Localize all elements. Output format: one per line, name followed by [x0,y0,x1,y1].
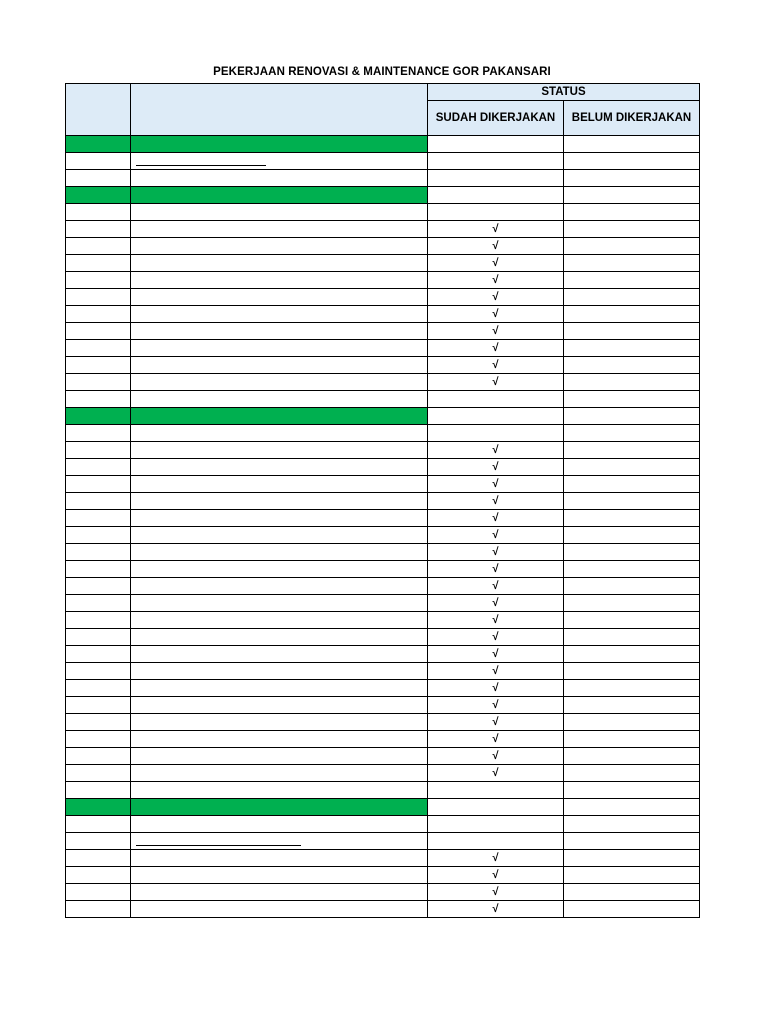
done-status-cell [428,765,564,782]
not-done-status-cell [564,459,700,476]
item-description-cell [131,629,428,646]
done-status-cell [428,323,564,340]
item-number-cell [66,527,131,544]
table-row [66,833,700,850]
table-row [66,272,700,289]
item-description-cell [131,527,428,544]
table-row [66,170,700,187]
check-mark-icon: √ [492,597,499,609]
item-description-cell [131,272,428,289]
not-done-status-cell [564,204,700,221]
section-number-cell [66,799,131,816]
not-done-status-cell [564,833,700,850]
check-mark-icon: √ [492,631,499,643]
item-description-cell [131,612,428,629]
not-done-status-cell [564,510,700,527]
item-description-cell [131,680,428,697]
section-row [66,136,700,153]
done-status-cell [428,255,564,272]
check-mark-icon: √ [492,648,499,660]
done-status-cell [428,680,564,697]
item-description-cell [131,255,428,272]
not-done-status-cell [564,272,700,289]
check-mark-icon: √ [492,750,499,762]
check-mark-icon: √ [492,767,499,779]
item-number-cell [66,714,131,731]
done-status-cell [428,697,564,714]
item-description-cell [131,493,428,510]
item-number-cell [66,510,131,527]
check-mark-icon: √ [492,852,499,864]
not-done-status-cell [564,782,700,799]
not-done-status-cell [564,714,700,731]
item-description-cell [131,884,428,901]
check-mark-icon: √ [492,512,499,524]
done-status-cell [428,357,564,374]
check-mark-icon: √ [492,665,499,677]
item-number-cell [66,850,131,867]
item-number-cell [66,374,131,391]
not-done-status-cell [564,340,700,357]
item-number-cell [66,170,131,187]
status-table [65,83,700,918]
item-number-cell [66,357,131,374]
item-description-cell [131,646,428,663]
done-status-cell [428,204,564,221]
not-done-status-cell [564,374,700,391]
item-description-cell [131,850,428,867]
not-done-status-cell [564,289,700,306]
item-number-cell [66,459,131,476]
underline-mark [136,845,301,846]
check-mark-icon: √ [492,682,499,694]
item-description-cell [131,238,428,255]
item-number-cell [66,425,131,442]
section-row [66,408,700,425]
table-row [66,323,700,340]
table-row [66,578,700,595]
done-status-cell [428,510,564,527]
item-number-cell [66,765,131,782]
item-number-cell [66,204,131,221]
item-description-cell [131,391,428,408]
check-mark-icon: √ [492,563,499,575]
item-number-cell [66,782,131,799]
not-done-status-cell [564,816,700,833]
table-row [66,459,700,476]
check-mark-icon: √ [492,529,499,541]
not-done-status-cell [564,646,700,663]
table-row [66,595,700,612]
done-status-cell [428,629,564,646]
item-number-cell [66,442,131,459]
not-done-status-cell [564,391,700,408]
check-mark-icon: √ [492,580,499,592]
not-done-status-cell [564,901,700,918]
item-description-cell [131,170,428,187]
check-mark-icon: √ [492,733,499,745]
item-description-cell [131,595,428,612]
done-status-cell [428,799,564,816]
done-status-cell [428,901,564,918]
item-number-cell [66,340,131,357]
check-mark-icon: √ [492,325,499,337]
item-number-cell [66,153,131,170]
not-done-status-cell [564,187,700,204]
done-status-cell [428,408,564,425]
table-row [66,204,700,221]
table-row [66,714,700,731]
check-mark-icon: √ [492,291,499,303]
table-row [66,510,700,527]
not-done-status-cell [564,221,700,238]
done-status-cell [428,187,564,204]
table-row [66,680,700,697]
table-row [66,357,700,374]
item-description-cell [131,697,428,714]
done-status-cell [428,544,564,561]
item-number-cell [66,867,131,884]
item-number-cell [66,391,131,408]
done-status-cell [428,595,564,612]
item-description-cell [131,357,428,374]
item-number-cell [66,221,131,238]
item-description-cell [131,663,428,680]
item-number-cell [66,884,131,901]
table-row [66,442,700,459]
item-description-cell [131,153,428,170]
table-row [66,629,700,646]
done-status-cell [428,748,564,765]
not-done-status-cell [564,544,700,561]
table-row [66,374,700,391]
not-done-status-cell [564,663,700,680]
table-row [66,493,700,510]
item-description-cell [131,204,428,221]
not-done-status-cell [564,680,700,697]
not-done-status-cell [564,527,700,544]
check-mark-icon: √ [492,376,499,388]
check-mark-icon: √ [492,546,499,558]
table-row [66,391,700,408]
table-row [66,289,700,306]
table-row [66,544,700,561]
check-mark-icon: √ [492,342,499,354]
done-status-cell [428,289,564,306]
not-done-status-cell [564,238,700,255]
done-status-cell [428,170,564,187]
section-title-cell [131,136,428,153]
check-mark-icon: √ [492,716,499,728]
check-mark-icon: √ [492,699,499,711]
not-done-status-cell [564,561,700,578]
not-done-status-cell [564,884,700,901]
item-number-cell [66,901,131,918]
item-number-cell [66,289,131,306]
done-status-cell [428,833,564,850]
item-description-cell [131,748,428,765]
check-mark-icon: √ [492,240,499,252]
table-body [66,136,700,918]
done-status-cell [428,272,564,289]
table-row [66,884,700,901]
not-done-status-cell [564,748,700,765]
item-number-cell [66,323,131,340]
not-done-status-cell [564,867,700,884]
item-number-cell [66,476,131,493]
table-row [66,306,700,323]
section-title-cell [131,408,428,425]
item-description-cell [131,340,428,357]
not-done-status-cell [564,408,700,425]
item-number-cell [66,272,131,289]
header-not-done: BELUM DIKERJAKAN [564,101,700,136]
done-status-cell [428,374,564,391]
check-mark-icon: √ [492,903,499,915]
header-no-cell [66,84,131,136]
done-status-cell [428,782,564,799]
done-status-cell [428,476,564,493]
item-number-cell [66,833,131,850]
not-done-status-cell [564,476,700,493]
table-row [66,782,700,799]
header-done: SUDAH DIKERJAKAN [428,101,564,136]
table-row [66,476,700,493]
done-status-cell [428,867,564,884]
item-number-cell [66,731,131,748]
done-status-cell [428,527,564,544]
table-row [66,561,700,578]
not-done-status-cell [564,442,700,459]
item-number-cell [66,748,131,765]
not-done-status-cell [564,357,700,374]
item-description-cell [131,578,428,595]
section-row [66,187,700,204]
item-description-cell [131,323,428,340]
not-done-status-cell [564,697,700,714]
item-description-cell [131,510,428,527]
item-number-cell [66,816,131,833]
done-status-cell [428,561,564,578]
done-status-cell [428,646,564,663]
done-status-cell [428,221,564,238]
check-mark-icon: √ [492,461,499,473]
table-row [66,340,700,357]
done-status-cell [428,425,564,442]
item-number-cell [66,255,131,272]
table-row [66,697,700,714]
not-done-status-cell [564,255,700,272]
table-row [66,612,700,629]
item-description-cell [131,425,428,442]
check-mark-icon: √ [492,274,499,286]
section-title-cell [131,187,428,204]
not-done-status-cell [564,731,700,748]
item-number-cell [66,544,131,561]
item-description-cell [131,765,428,782]
table-row [66,901,700,918]
check-mark-icon: √ [492,223,499,235]
item-description-cell [131,816,428,833]
item-number-cell [66,663,131,680]
item-description-cell [131,459,428,476]
item-number-cell [66,238,131,255]
table-row [66,221,700,238]
item-description-cell [131,731,428,748]
table-row [66,731,700,748]
item-description-cell [131,476,428,493]
item-description-cell [131,714,428,731]
table-row [66,425,700,442]
item-description-cell [131,289,428,306]
item-number-cell [66,561,131,578]
item-description-cell [131,867,428,884]
done-status-cell [428,884,564,901]
not-done-status-cell [564,595,700,612]
item-description-cell [131,544,428,561]
done-status-cell [428,340,564,357]
check-mark-icon: √ [492,869,499,881]
item-description-cell [131,782,428,799]
item-number-cell [66,697,131,714]
check-mark-icon: √ [492,359,499,371]
item-number-cell [66,646,131,663]
done-status-cell [428,612,564,629]
done-status-cell [428,136,564,153]
item-number-cell [66,493,131,510]
table-row [66,748,700,765]
header-status: STATUS [428,84,700,101]
table-row [66,816,700,833]
underline-mark [136,165,266,166]
not-done-status-cell [564,612,700,629]
section-row [66,799,700,816]
section-title-cell [131,799,428,816]
not-done-status-cell [564,493,700,510]
item-number-cell [66,629,131,646]
done-status-cell [428,714,564,731]
item-number-cell [66,612,131,629]
header-description-cell [131,84,428,136]
not-done-status-cell [564,170,700,187]
done-status-cell [428,442,564,459]
table-row [66,867,700,884]
item-description-cell [131,374,428,391]
check-mark-icon: √ [492,495,499,507]
item-description-cell [131,901,428,918]
done-status-cell [428,391,564,408]
not-done-status-cell [564,323,700,340]
check-mark-icon: √ [492,478,499,490]
item-description-cell [131,306,428,323]
table-row [66,238,700,255]
page-title: PEKERJAAN RENOVASI & MAINTENANCE GOR PAKANSARI [213,66,551,78]
item-number-cell [66,306,131,323]
item-number-cell [66,595,131,612]
item-number-cell [66,680,131,697]
done-status-cell [428,238,564,255]
item-description-cell [131,833,428,850]
table-row [66,255,700,272]
done-status-cell [428,578,564,595]
table-row [66,663,700,680]
table-row [66,527,700,544]
done-status-cell [428,816,564,833]
check-mark-icon: √ [492,614,499,626]
not-done-status-cell [564,136,700,153]
check-mark-icon: √ [492,444,499,456]
not-done-status-cell [564,578,700,595]
table-row [66,646,700,663]
not-done-status-cell [564,765,700,782]
check-mark-icon: √ [492,886,499,898]
done-status-cell [428,731,564,748]
item-description-cell [131,561,428,578]
done-status-cell [428,153,564,170]
table-row [66,850,700,867]
not-done-status-cell [564,306,700,323]
check-mark-icon: √ [492,257,499,269]
item-description-cell [131,221,428,238]
done-status-cell [428,663,564,680]
section-number-cell [66,408,131,425]
section-number-cell [66,187,131,204]
done-status-cell [428,850,564,867]
check-mark-icon: √ [492,308,499,320]
not-done-status-cell [564,799,700,816]
not-done-status-cell [564,850,700,867]
item-number-cell [66,578,131,595]
not-done-status-cell [564,425,700,442]
table-row [66,153,700,170]
section-number-cell [66,136,131,153]
item-description-cell [131,442,428,459]
not-done-status-cell [564,153,700,170]
table-row [66,765,700,782]
done-status-cell [428,306,564,323]
not-done-status-cell [564,629,700,646]
done-status-cell [428,493,564,510]
done-status-cell [428,459,564,476]
